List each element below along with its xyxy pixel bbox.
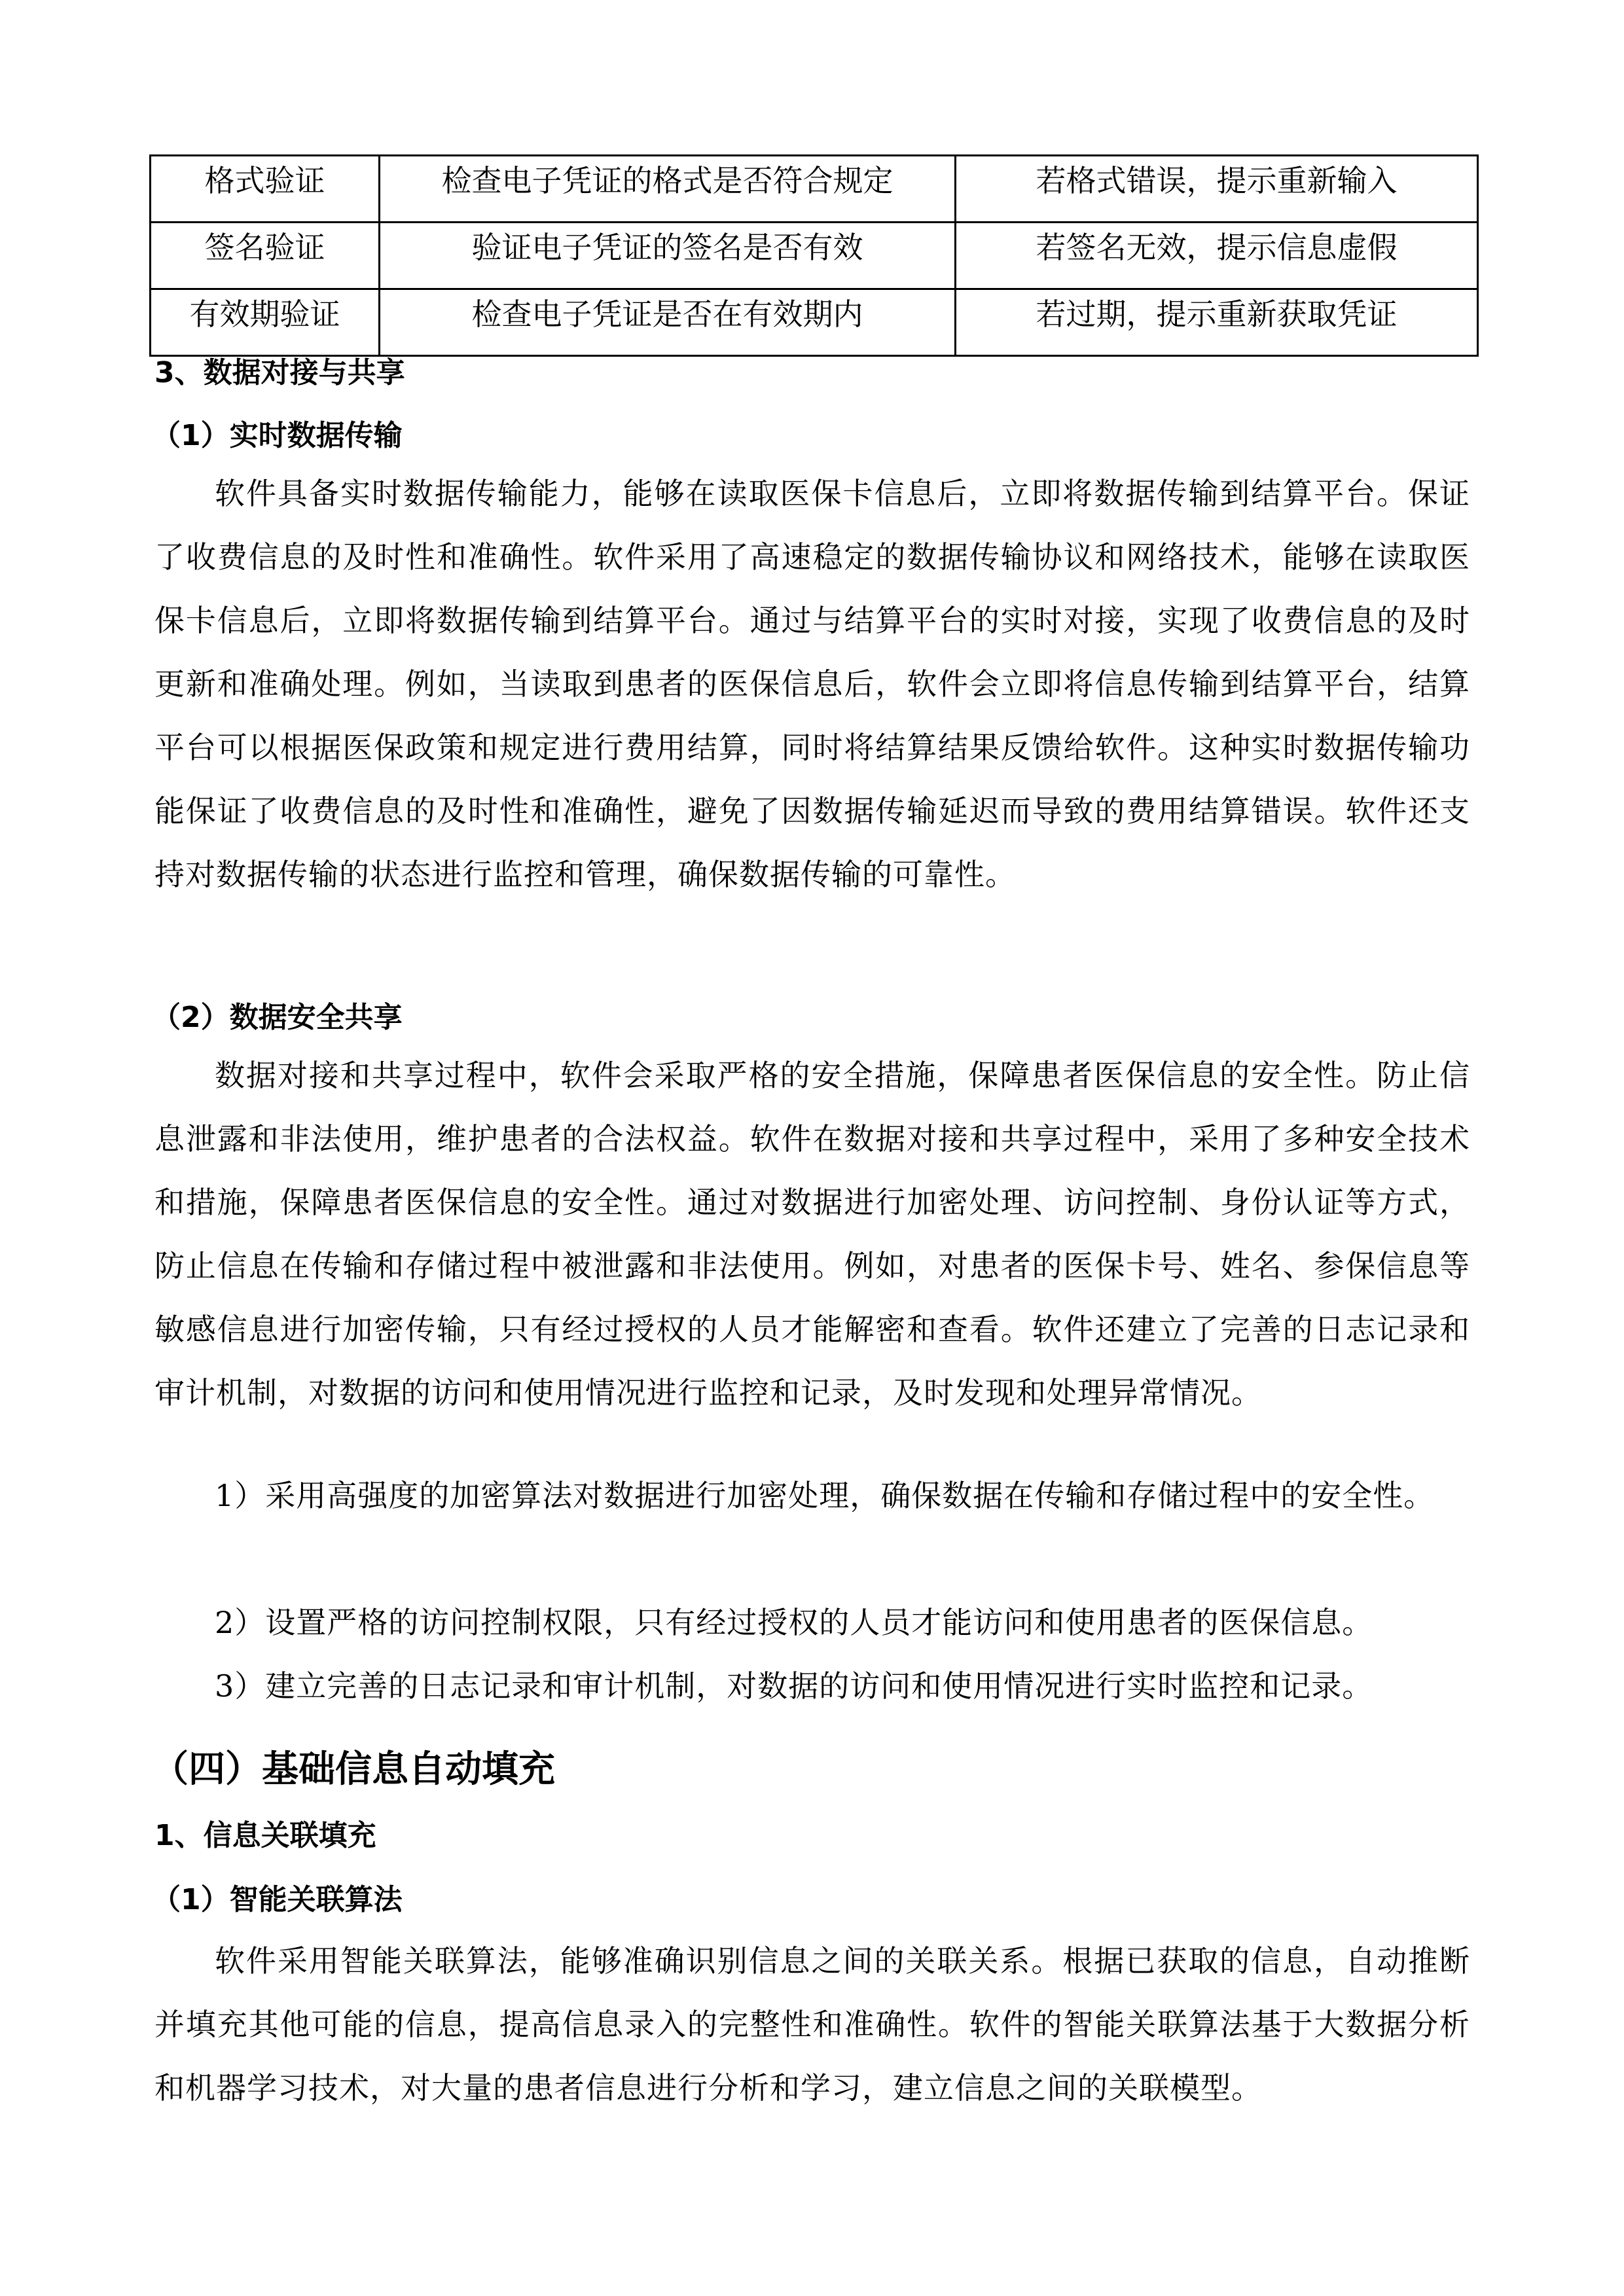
table-row: [151, 289, 1478, 356]
table-cell-description: 检查电子凭证的格式是否符合规定: [380, 156, 956, 223]
table-cell-description: 检查电子凭证是否在有效期内: [380, 289, 956, 356]
table-cell-handling: 若过期，提示重新获取凭证: [956, 289, 1478, 356]
paragraph-secure-sharing: 数据对接和共享过程中，软件会采取严格的安全措施，保障患者医保信息的安全性。防止信息泄露和非法使用，维护患者的合法权益。软件在数据对接和共享过程中，采用了多种安全技术和措施，保障患者医保信息的安全性。通过对数据进行加密处理、访问控制、身份认证等方式，防止信息在传输和存储过程中被泄露和非法使用。例如，对患者的医保卡号、姓名、参保信息等敏感信息进行加密传输，只有经过授权的人员才能解密和查看。软件还建立了完善的日志记录和审计机制，对数据的访问和使用情况进行监控和记录，及时发现和处理异常情况。: [154, 1058, 1470, 1410]
section-heading-data-sharing: 3、数据对接与共享: [154, 356, 405, 389]
table-cell-handling: 若格式错误，提示重新输入: [956, 156, 1478, 223]
list-item-encryption: 1）采用高强度的加密算法对数据进行加密处理，确保数据在传输和存储过程中的安全性。: [215, 1478, 1435, 1513]
list-item-access-control: 2）设置严格的访问控制权限，只有经过授权的人员才能访问和使用患者的医保信息。: [215, 1605, 1373, 1640]
list-item-audit-log: 3）建立完善的日志记录和审计机制，对数据的访问和使用情况进行实时监控和记录。: [215, 1668, 1373, 1704]
table-cell-check-type: 格式验证: [151, 156, 380, 223]
table-cell-check-type: 有效期验证: [151, 289, 380, 356]
table-row: [151, 156, 1478, 223]
subsection-heading-secure-sharing: （2）数据安全共享: [152, 1001, 403, 1034]
paragraph-realtime-transfer: 软件具备实时数据传输能力，能够在读取医保卡信息后，立即将数据传输到结算平台。保证了收费信息的及时性和准确性。软件采用了高速稳定的数据传输协议和网络技术，能够在读取医保卡信息后，立即将数据传输到结算平台。通过与结算平台的实时对接，实现了收费信息的及时更新和准确处理。例如，当读取到患者的医保信息后，软件会立即将信息传输到结算平台，结算平台可以根据医保政策和规定进行费用结算，同时将结算结果反馈给软件。这种实时数据传输功能保证了收费信息的及时性和准确性，避免了因数据传输延迟而导致的费用结算错误。软件还支持对数据传输的状态进行监控和管理，确保数据传输的可靠性。: [154, 476, 1470, 892]
subsection-heading-realtime-transfer: （1）实时数据传输: [152, 419, 403, 452]
table-cell-check-type: 签名验证: [151, 223, 380, 289]
chapter-heading-auto-fill: （四）基础信息自动填充: [152, 1748, 555, 1791]
verification-table: [149, 154, 1479, 357]
section-heading-info-association: 1、信息关联填充: [154, 1819, 376, 1852]
paragraph-smart-association: 软件采用智能关联算法，能够准确识别信息之间的关联关系。根据已获取的信息，自动推断并填充其他可能的信息，提高信息录入的完整性和准确性。软件的智能关联算法基于大数据分析和机器学习技术，对大量的患者信息进行分析和学习，建立信息之间的关联模型。: [154, 1943, 1470, 2106]
table-cell-description: 验证电子凭证的签名是否有效: [380, 223, 956, 289]
table-cell-handling: 若签名无效，提示信息虚假: [956, 223, 1478, 289]
subsection-heading-smart-association: （1）智能关联算法: [152, 1883, 403, 1916]
table-row: [151, 223, 1478, 289]
